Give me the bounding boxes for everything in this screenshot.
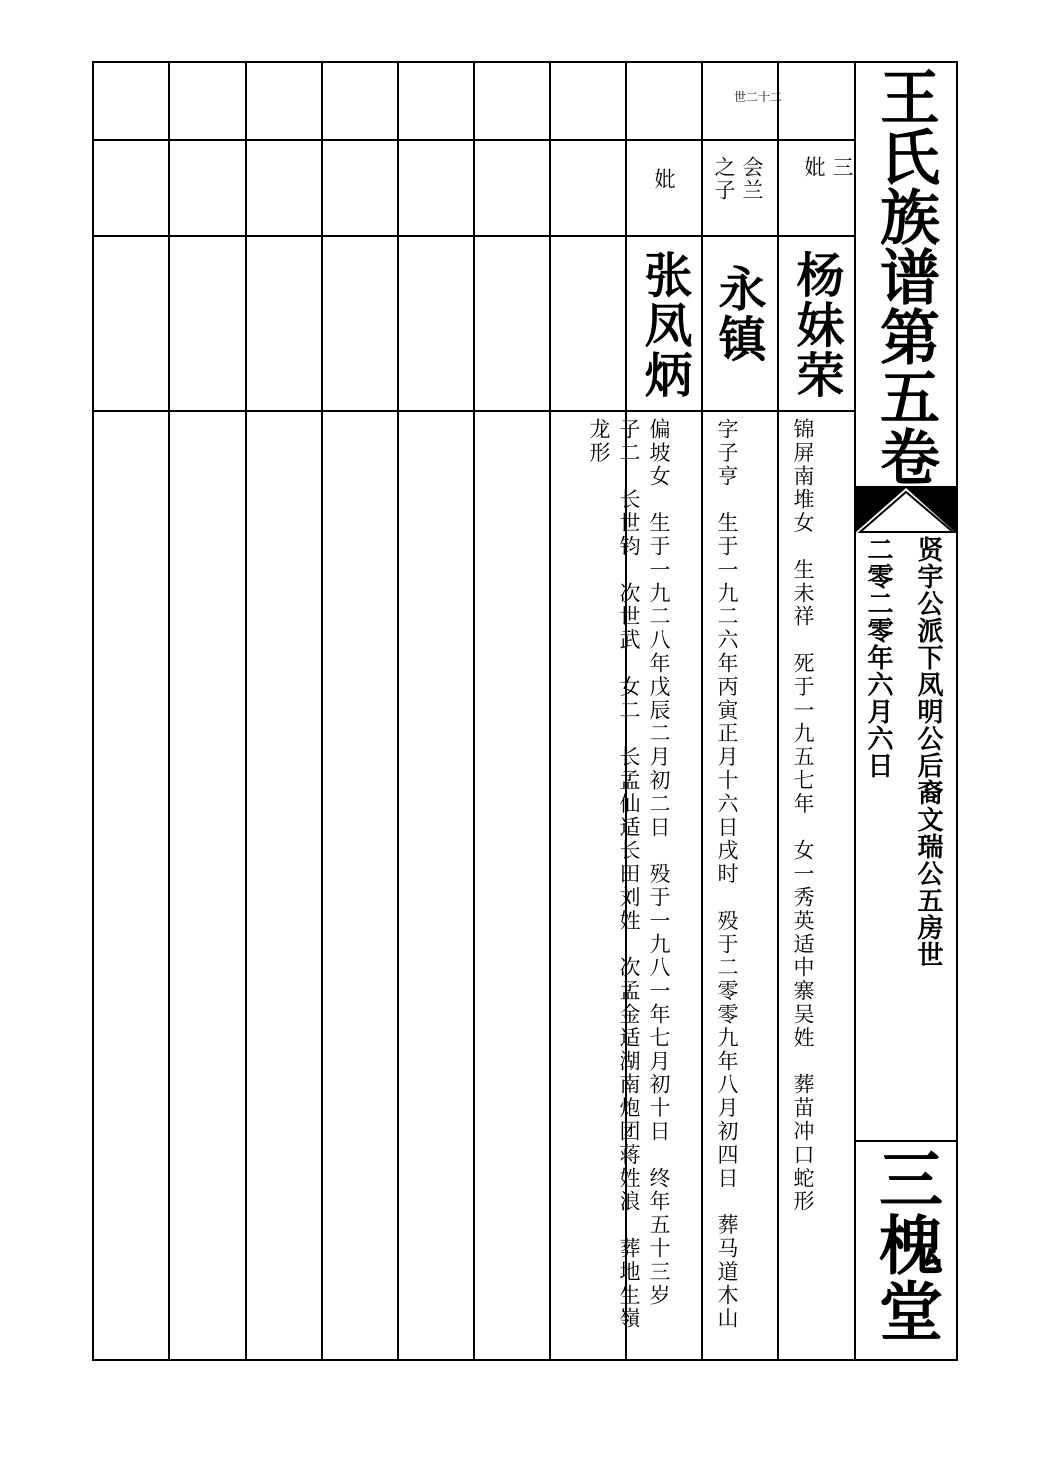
- column-divider: [701, 61, 703, 1361]
- table-border-top: [93, 61, 958, 63]
- relation-label: 三 妣: [802, 156, 854, 179]
- column-divider: [549, 61, 551, 1361]
- table-border-bottom: [93, 1359, 958, 1361]
- person-name: 永镇: [710, 264, 766, 364]
- table-border-right: [956, 61, 958, 1361]
- column-divider: [397, 61, 399, 1361]
- compile-date: 二零二零年六月六日: [863, 536, 893, 779]
- person-name: 张凤炳: [636, 250, 692, 400]
- column-divider: [854, 61, 856, 1361]
- column-divider: [168, 61, 170, 1361]
- row-divider: [93, 410, 855, 412]
- person-bio: 锦屏南堆女 生未祥 死于一九五七年 女一秀英适中寨吴姓 葬苗冲口蛇形: [791, 418, 815, 1214]
- column-divider: [245, 61, 247, 1361]
- person-bio: 字子亨 生于一九二六年丙寅正月十六日戌时 殁于二零零九年八月初四日 葬马道木山: [715, 418, 739, 1331]
- relation-label: 会兰 之子: [712, 156, 764, 202]
- column-divider: [473, 61, 475, 1361]
- row-divider: [93, 235, 855, 237]
- relation-label: 妣: [652, 168, 676, 191]
- hall-separator: [856, 1140, 957, 1142]
- table-border-left: [92, 61, 94, 1361]
- book-title: 王氏族谱第五卷: [870, 66, 940, 486]
- column-divider: [321, 61, 323, 1361]
- branch-subtitle: 贤宇公派下凤明公后裔文瑞公五房世: [913, 536, 943, 968]
- person-name: 杨妹荣: [788, 250, 844, 400]
- row-divider: [93, 139, 855, 141]
- column-divider: [777, 61, 779, 1361]
- person-bio: 偏坡女 生于一九二八年戊辰二月初二日 殁于一九八一年七月初十日 终年五十三岁 子二 长世钧 次世武 女二 长孟仙适长田刘姓 次孟金适湖南炮团蒋姓浪 葬地生嶺龙形: [587, 418, 671, 1331]
- hall-name: 三槐堂: [868, 1146, 943, 1344]
- banner-ornament: [856, 488, 957, 538]
- generation-label: 世二十二: [734, 90, 783, 104]
